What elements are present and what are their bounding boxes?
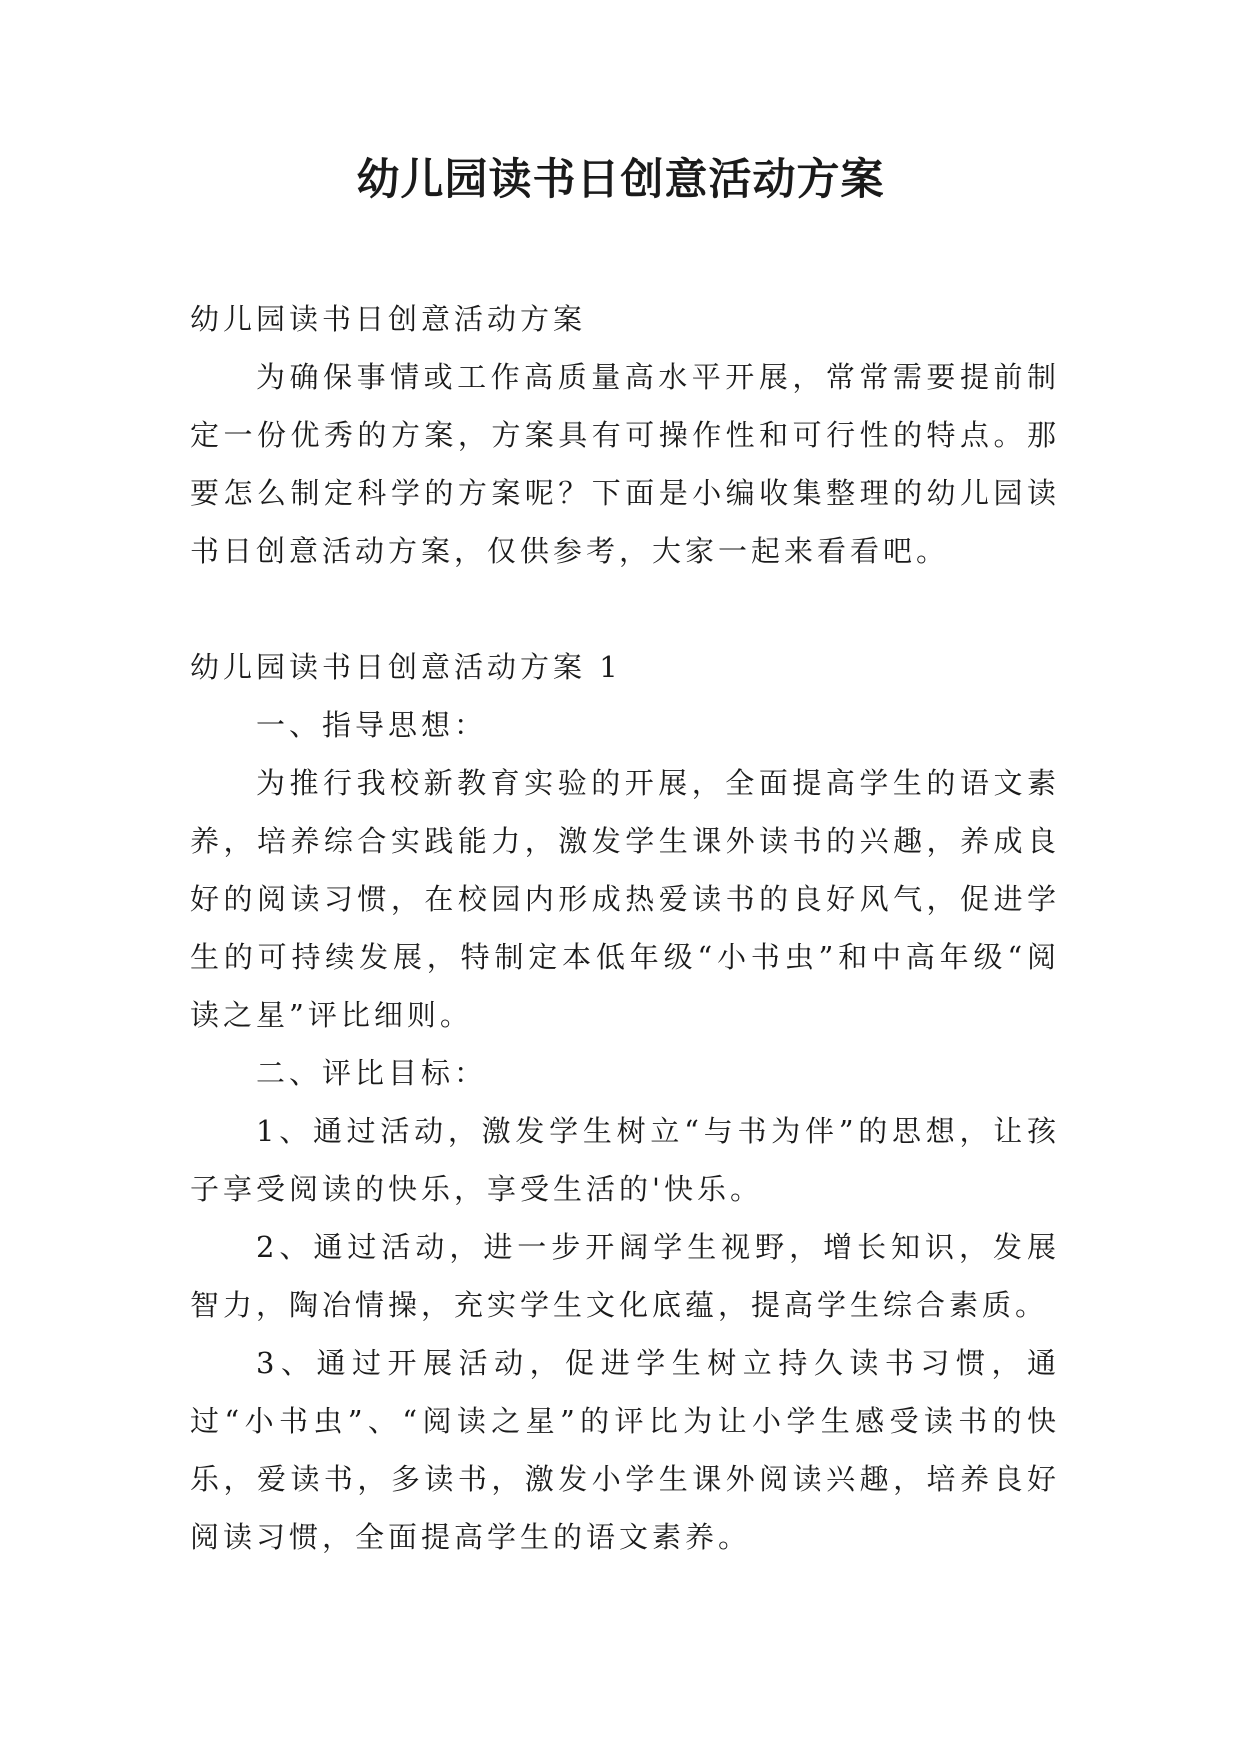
document-subtitle: 幼儿园读书日创意活动方案	[190, 302, 587, 336]
section-title: 幼儿园读书日创意活动方案 1	[190, 650, 622, 684]
guiding-thought-paragraph: 为推行我校新教育实验的开展，全面提高学生的语文素养，培养综合实践能力，激发学生课外读书的兴趣，养成良好的阅读习惯，在校园内形成热爱读书的良好风气，促进学生的可持续发展，特制定本低年级“小书虫”和中高年级“阅读之星”评比细则。	[190, 766, 1060, 1032]
goal-item: 2、通过活动，进一步开阔学生视野，增长知识，发展智力，陶冶情操，充实学生文化底蕴，提高学生综合素质。	[190, 1230, 1060, 1322]
document-title: 幼儿园读书日创意活动方案	[356, 155, 885, 205]
heading-evaluation-goals: 二、评比目标：	[256, 1056, 488, 1090]
heading-guiding-thought: 一、指导思想：	[256, 708, 488, 742]
goal-item: 3、通过开展活动，促进学生树立持久读书习惯，通过“小书虫”、“阅读之星”的评比为让小学生感受读书的快乐，爱读书，多读书，激发小学生课外阅读兴趣，培养良好阅读习惯，全面提高学生的语文素养。	[190, 1346, 1060, 1554]
intro-paragraph: 为确保事情或工作高质量高水平开展，常常需要提前制定一份优秀的方案，方案具有可操作性和可行性的特点。那要怎么制定科学的方案呢？下面是小编收集整理的幼儿园读书日创意活动方案，仅供参考，大家一起来看看吧。	[190, 360, 1060, 568]
goal-item: 1、通过活动，激发学生树立“与书为伴”的思想，让孩子享受阅读的快乐，享受生活的'快乐。	[190, 1114, 1060, 1206]
document-body	[190, 290, 1060, 1566]
